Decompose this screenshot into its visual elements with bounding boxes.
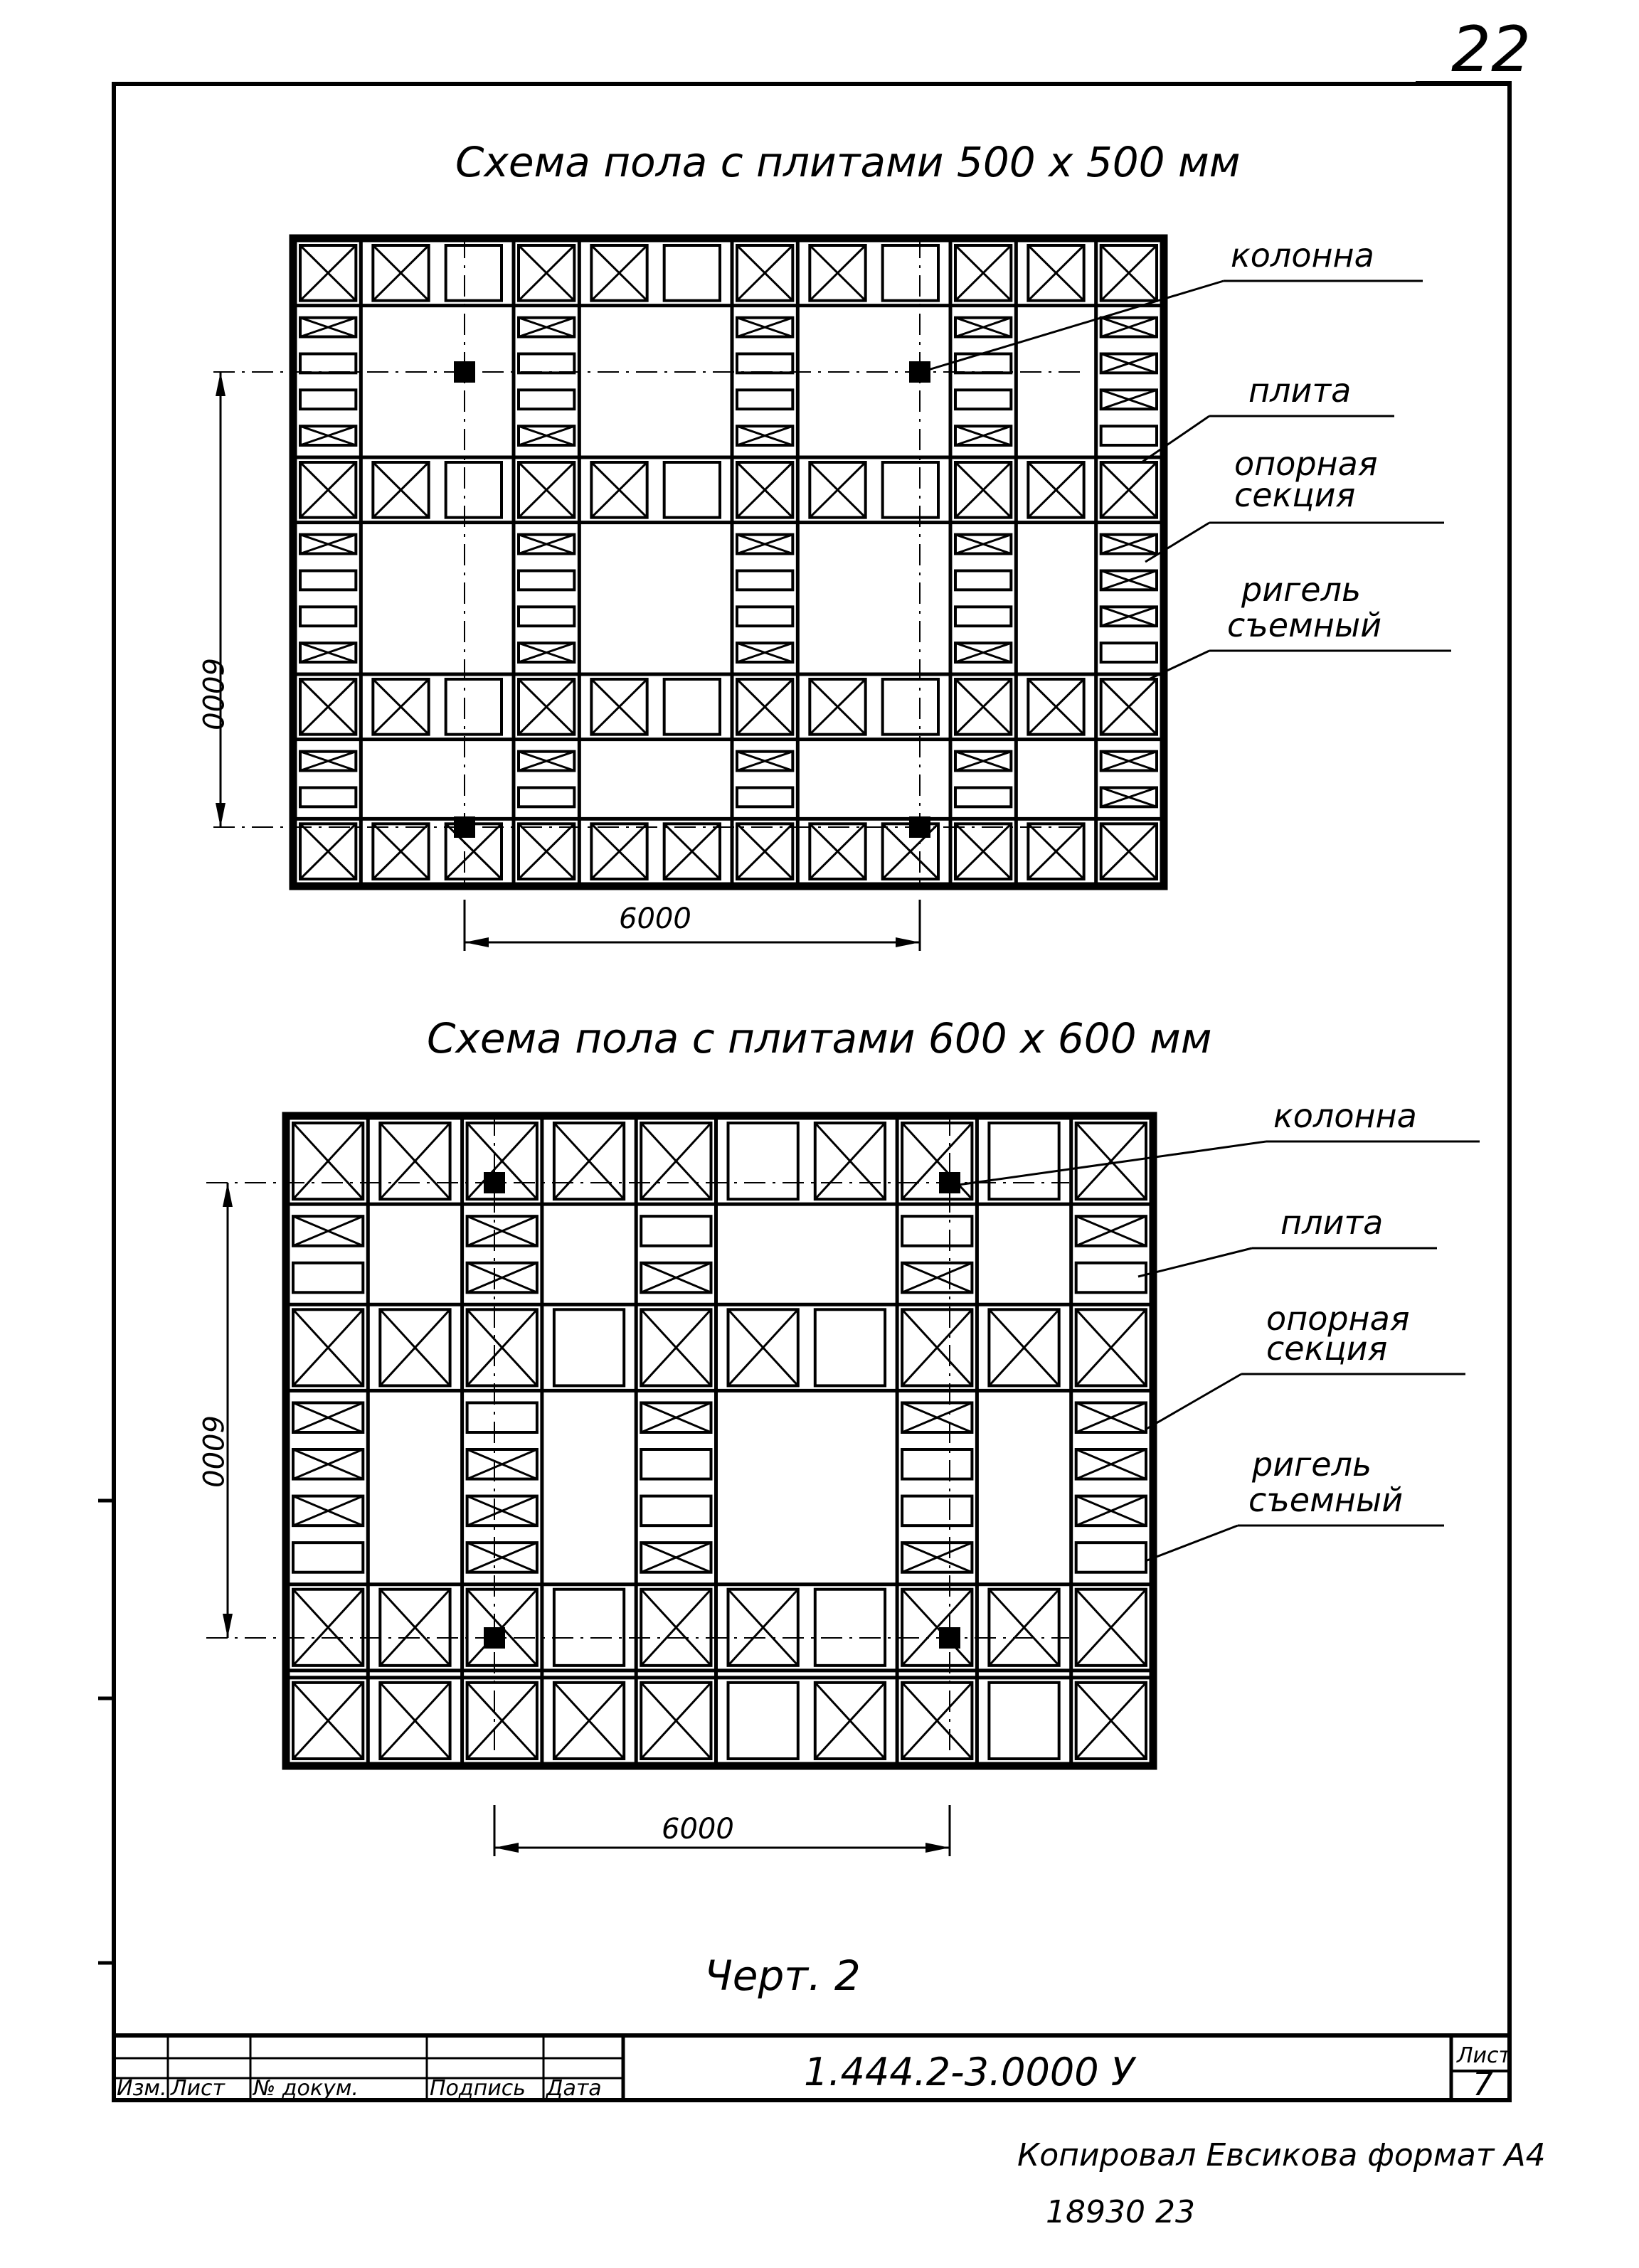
scheme-2-label-support-2: секция [1266,1329,1388,1368]
support-section [737,354,792,373]
title-block-col-signature: Подпись [430,2076,526,2101]
dimension-arrow [216,372,226,396]
support-section [902,1216,972,1246]
dimension-arrow [465,937,489,947]
title-block-col-change: Изм. [117,2076,167,2101]
scheme-2-dim-vertical: 6000 [196,1415,228,1488]
scheme-1-floor-grid [213,237,1165,888]
support-section [1076,1263,1146,1293]
dimension-arrow [925,1843,950,1853]
scheme-2-label-beam-2: съемный [1248,1481,1404,1519]
support-section [728,1123,798,1199]
leader-line [921,281,1224,372]
column-marker [484,1627,505,1649]
scheme-1-label-slab: плита [1248,371,1352,410]
support-section [955,354,1011,373]
support-section [293,1543,363,1572]
scheme-2-label-column: колонна [1273,1097,1417,1135]
page-number: 22 [1451,13,1531,86]
support-section [519,571,574,590]
support-section [902,1449,972,1479]
support-section [519,607,574,626]
dimension-arrow [216,803,226,827]
support-section [519,390,574,409]
grid-outline [292,237,1165,888]
archive-number: 18930 23 [1046,2194,1195,2230]
support-section [989,1123,1059,1199]
leader-line [953,1141,1266,1186]
column-marker [939,1627,960,1649]
column-marker [909,361,930,383]
scheme-2-label-slab: плита [1280,1203,1384,1242]
support-section [664,462,720,518]
copied-by-note: Копировал Евсикова формат А4 [1017,2137,1546,2173]
support-section [300,788,356,807]
support-section [664,245,720,301]
support-section [467,1402,537,1432]
support-section [293,1263,363,1293]
support-section [883,245,938,301]
support-section [815,1309,885,1385]
leader-line [1145,523,1209,562]
support-section [300,571,356,590]
scheme-2-dimensions [223,1183,950,1856]
support-section [554,1590,624,1666]
column-marker [454,361,475,383]
scheme-2-dim-horizontal: 6000 [662,1813,734,1846]
column-marker [484,1172,505,1193]
leader-line [1145,1526,1238,1561]
support-section [883,679,938,735]
support-section [300,390,356,409]
scheme-1-label-beam-2: съемный [1227,606,1382,644]
scheme-1-title: Схема пола с плитами 500 х 500 мм [455,138,1241,186]
support-section [641,1496,711,1526]
support-section [737,607,792,626]
scheme-1-label-beam-1: ригель [1241,570,1362,609]
support-section [955,788,1011,807]
support-section [955,571,1011,590]
support-section [519,788,574,807]
scheme-2-label-beam-1: ригель [1252,1445,1372,1484]
support-section [519,354,574,373]
support-section [641,1449,711,1479]
scheme-1-label-support-1: опорная [1234,444,1378,483]
column-marker [909,816,930,838]
support-section [300,607,356,626]
support-section [1101,426,1157,445]
document-code: 1.444.2-3.0000 У [804,2050,1135,2094]
support-section [446,462,502,518]
support-section [737,571,792,590]
support-section [815,1590,885,1666]
scheme-2-floor-grid [206,1114,1155,1767]
dimension-arrow [223,1183,233,1207]
dimension-arrow [223,1614,233,1638]
support-section [1076,1543,1146,1572]
column-marker [939,1172,960,1193]
support-section [883,462,938,518]
title-block-col-docnum: № докум. [253,2076,359,2101]
support-section [902,1496,972,1526]
support-section [300,354,356,373]
support-section [664,679,720,735]
support-section [446,245,502,301]
support-section [989,1683,1059,1759]
figure-label: Черт. 2 [704,1952,861,2000]
column-marker [454,816,475,838]
support-section [1101,643,1157,662]
support-section [955,390,1011,409]
scheme-1-label-column: колонна [1231,236,1374,275]
support-section [446,679,502,735]
leader-line [1142,416,1209,462]
scheme-1-dim-vertical: 6000 [196,658,228,730]
sheet-number: 7 [1473,2065,1494,2103]
support-section [641,1216,711,1246]
scheme-1-dim-horizontal: 6000 [619,903,691,935]
support-section [728,1683,798,1759]
support-section [955,607,1011,626]
support-section [737,788,792,807]
scheme-2-title: Схема пола с плитами 600 х 600 мм [427,1014,1212,1063]
leader-line [1145,1374,1241,1430]
dimension-arrow [896,937,920,947]
support-section [554,1309,624,1385]
dimension-arrow [494,1843,519,1853]
support-section [737,390,792,409]
title-block-col-sheet: Лист [171,2076,226,2101]
scheme-2-label-support-1: опорная [1266,1299,1410,1338]
title-block-col-date: Дата [546,2076,602,2101]
sheet-label: Лист [1457,2043,1512,2068]
scheme-1-label-support-2: секция [1234,476,1356,514]
